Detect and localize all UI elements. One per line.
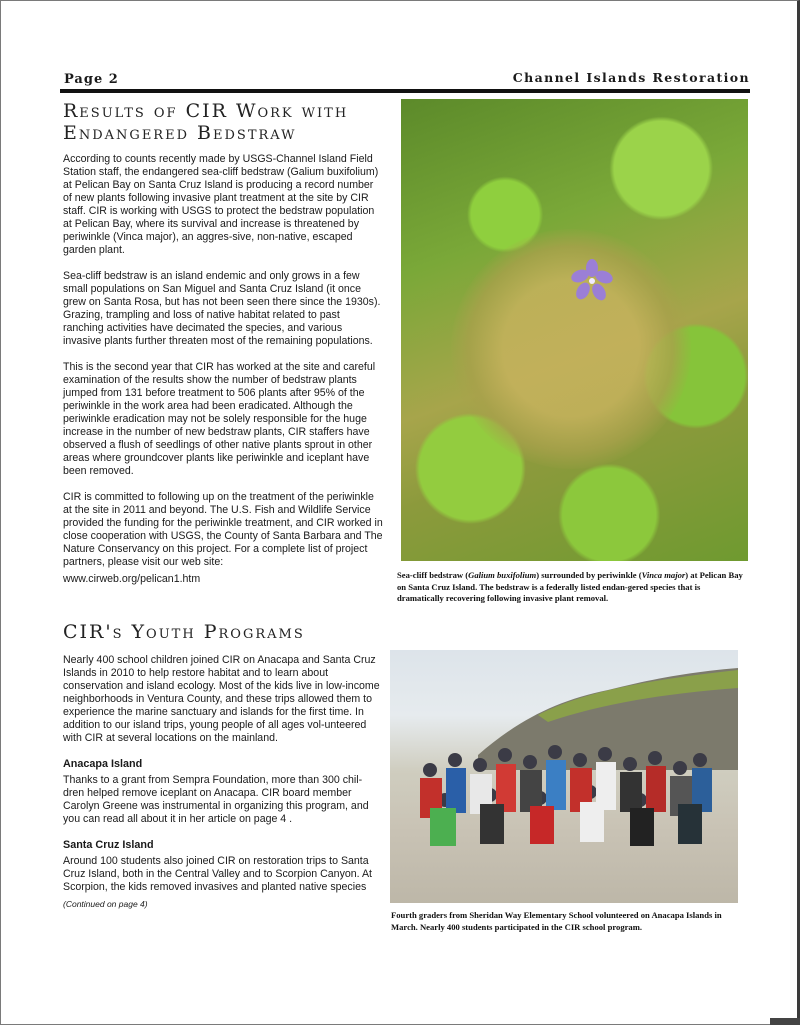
bedstraw-article-body: [63, 153, 383, 586]
bedstraw-paragraph-4: CIR is committed to following up on the treatment of the periwinkle at the site in 2011 and beyond. The U.S. Fish and Wildlife Service provided the funding for the periwinkle treatment, and CIR worked in close cooperation with USGS, the County of Santa Barbara and The Nature Conservancy on this project. For a complete list of project partners, please visit our web site:: [63, 491, 383, 568]
youth-article-title: CIR's Youth Programs: [63, 621, 305, 643]
continued-note: (Continued on page 4): [63, 899, 148, 909]
santacruz-paragraph: Around 100 students also joined CIR on restoration trips to Santa Cruz Island, both in the Central Valley and to Scorpion Canyon. At Scorpion, the kids removed invasives and planted native species: [63, 855, 372, 893]
youth-intro: Nearly 400 school children joined CIR on Anacapa and Santa Cruz Islands in 2010 to help restore habitat and to learn about conservation and island ecology. Most of the kids live in low-income neighborhoods in Ventura County, and these trips allowed them to experience the marine sanctuary and islands for the first time. In addition to our island trips, young people of all ages vol-unteered with CIR at several locations on the mainland.: [63, 654, 380, 744]
bedstraw-paragraph-1: According to counts recently made by USGS-Channel Island Field Station staff, the endangered sea-cliff bedstraw (Galium buxifolium) at Pelican Bay on Santa Cruz Island is producing a record number of new plants following invasive plant treatment at the site by CIR staff. CIR is working with USGS to protect the bedstraw population at Pelican Bay, where its survival and increase is threatened by periwinkle (Vinca major), an aggres-sive, non-native, escaped garden plant.: [63, 153, 379, 256]
page-number: Page 2: [64, 72, 119, 87]
santacruz-heading: Santa Cruz Island: [63, 839, 154, 851]
bedstraw-photo: [401, 99, 748, 561]
anacapa-heading: Anacapa Island: [63, 758, 143, 770]
project-url-link[interactable]: www.cirweb.org/pelican1.htm: [63, 573, 201, 585]
bedstraw-paragraph-2: Sea-cliff bedstraw is an island endemic and only grows in a few small populations on San Miguel and Santa Cruz Island (it once grew on Santa Rosa, but has not been seen there since the 1930s). Grazing, trampling and loss of native habitat related to past ranching activities have decimated the species, and various invasive plants further threaten most of the remaining populations.: [63, 270, 381, 347]
periwinkle-flower-icon: [571, 259, 613, 301]
page-header: [62, 70, 750, 90]
page-shadow: [770, 1018, 800, 1025]
students-photo: [390, 650, 738, 903]
caption-scientific-name: Galium buxifolium: [468, 570, 537, 580]
header-rule: [60, 89, 750, 93]
bedstraw-article-title: Results of CIR Work with Endangered Bedstraw: [63, 100, 349, 144]
student-group: [400, 730, 730, 870]
bedstraw-photo-caption: Sea-cliff bedstraw (Galium buxifolium) surrounded by periwinkle (Vinca major) at Pelican Bay on Santa Cruz Island. The bedstraw is a federally listed endan-gered species that is dramatically recovering following invasive plant removal.: [397, 570, 743, 603]
students-photo-caption: Fourth graders from Sheridan Way Elementary School volunteered on Anacapa Islands in March. Nearly 400 students participated in the CIR school program.: [391, 910, 722, 932]
publication-title: Channel Islands Restoration: [512, 70, 750, 85]
youth-article-body: [63, 654, 383, 911]
anacapa-paragraph: Thanks to a grant from Sempra Foundation, more than 300 chil-dren helped remove iceplant on Anacapa. CIR board member Carolyn Greene was instrumental in organizing this program, and you can read all about it in her article on page 4 .: [63, 774, 369, 825]
bedstraw-paragraph-3: This is the second year that CIR has worked at the site and careful examination of the results show the number of bedstraw plants jumped from 131 before treatment to 506 plants after 95% of the periwinkle in the work area had been eradicated. Although the periwinkle eradication may not be solely responsible for the huge increase in the number of new bedstraw plants, CIR staffers have observed a flush of seedlings of other native plants sprout in other areas where groundcover plants like periwinkle and iceplant have been removed.: [63, 361, 376, 477]
caption-scientific-name: Vinca major: [641, 570, 686, 580]
